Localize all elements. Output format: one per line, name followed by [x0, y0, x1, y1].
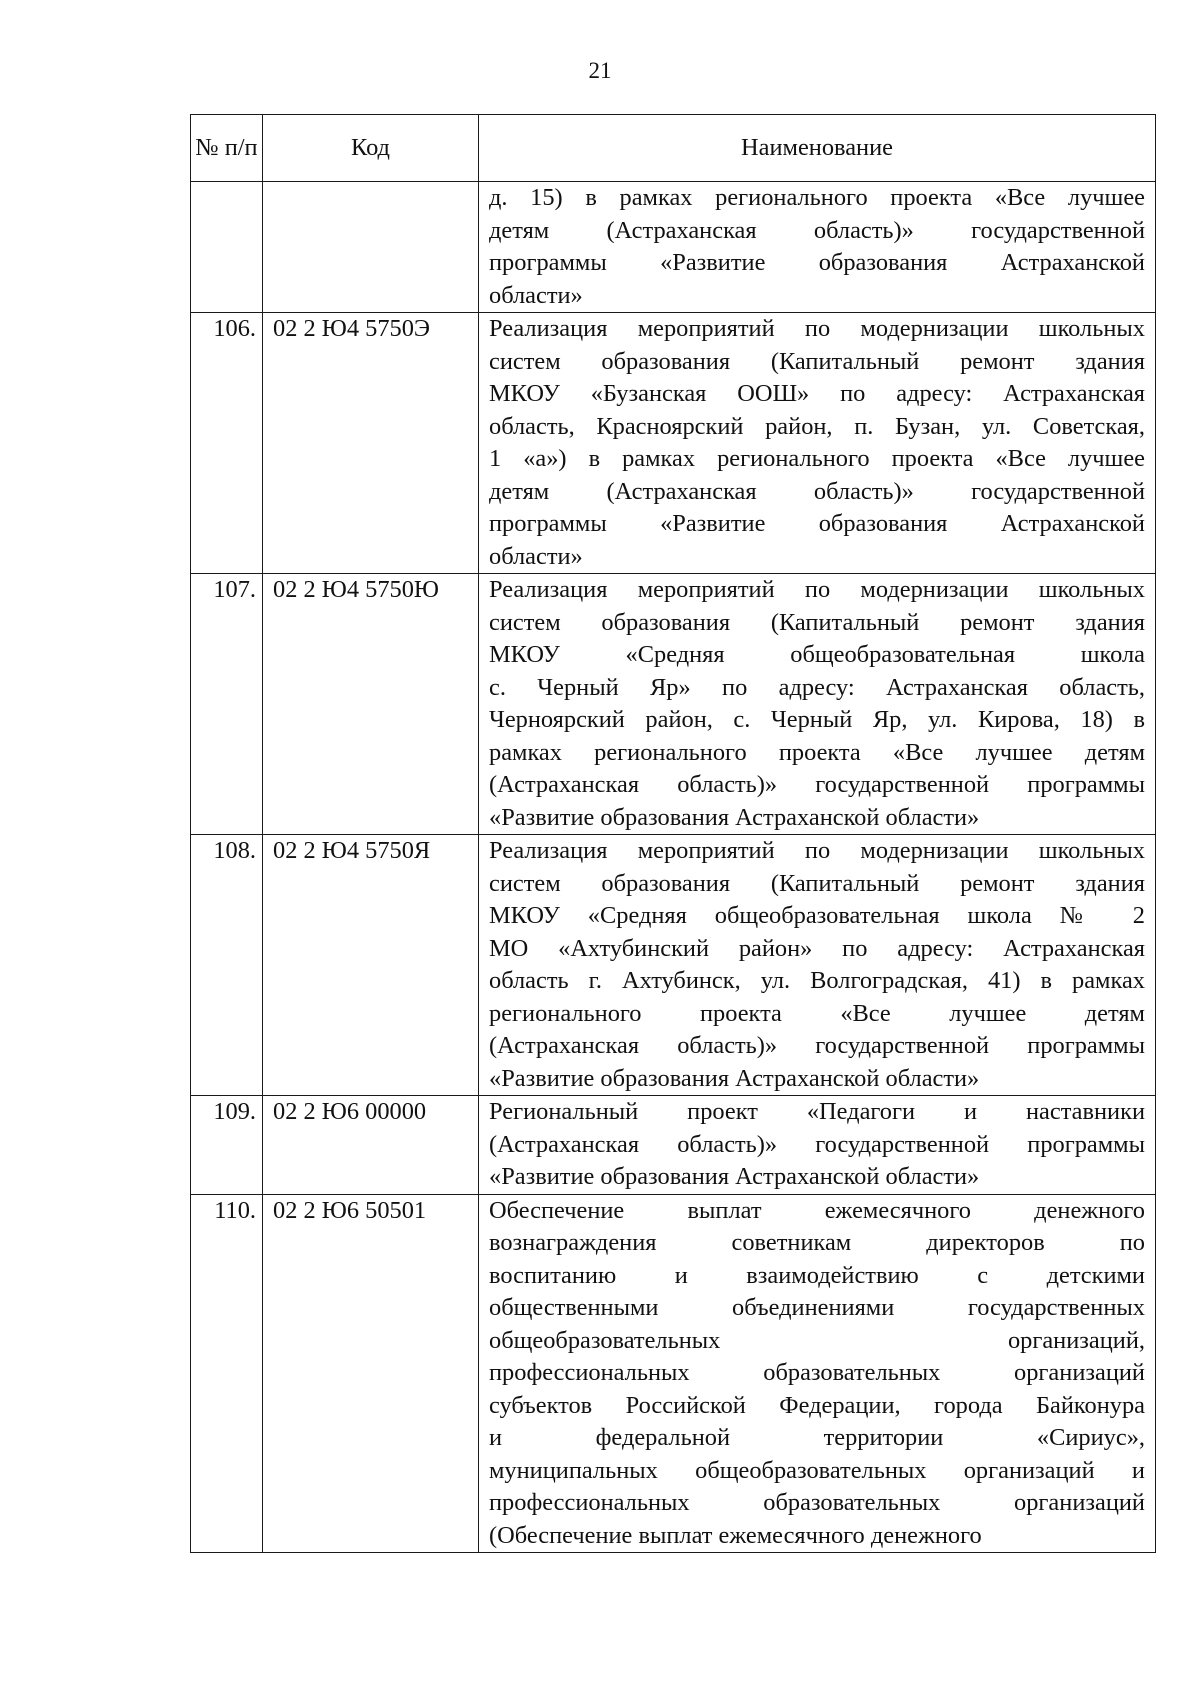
row-name-line: МКОУ «Средняя общеобразовательная школа	[489, 641, 1145, 668]
row-name-line: МО «Ахтубинский район» по адресу: Астраханская	[489, 934, 1145, 962]
row-name-line: (Обеспечение выплат ежемесячного денежного	[489, 1521, 982, 1549]
row-number	[191, 182, 263, 313]
row-name-line: область, Красноярский район, п. Бузан, ул. Советская,	[489, 412, 1145, 440]
row-name-line: систем образования (Капитальный ремонт здания	[489, 608, 1145, 636]
row-name-line: «Развитие образования Астраханской области»	[489, 1163, 980, 1190]
table-row	[191, 574, 1156, 835]
row-name-line: 1 «а») в рамках регионального проекта «Все лучшее	[489, 445, 1145, 472]
row-code: 02 2 Ю4 5750Э	[263, 313, 479, 574]
table-header	[191, 115, 1156, 182]
row-name-line: МКОУ «Средняя общеобразовательная школа № 2	[489, 902, 1145, 929]
row-name-line: профессиональных образовательных организаций	[489, 1359, 1145, 1386]
header-number: № п/п	[191, 115, 263, 182]
row-code: 02 2 Ю6 00000	[263, 1096, 479, 1195]
row-name-line: рамках регионального проекта «Все лучшее детям	[489, 738, 1145, 766]
table-header-row	[191, 115, 1156, 182]
row-name-line: систем образования (Капитальный ремонт здания	[489, 869, 1145, 897]
row-name-line: области»	[489, 542, 583, 570]
row-name-line: детям (Астраханская область)» государственной	[489, 216, 1145, 244]
row-name-line: профессиональных образовательных организаций	[489, 1489, 1145, 1516]
row-name-line: МКОУ «Бузанская ООШ» по адресу: Астраханская	[489, 380, 1145, 407]
row-name-line: (Астраханская область)» государственной программы	[489, 1032, 1145, 1059]
row-number: 109.	[191, 1096, 263, 1195]
row-name-line: муниципальных общеобразовательных организаций и	[489, 1456, 1145, 1484]
page-number: 21	[588, 58, 612, 83]
row-name-line: Реализация мероприятий по модернизации школьных	[489, 576, 1145, 603]
row-name	[479, 1194, 1156, 1553]
row-name-line: (Астраханская область)» государственной программы	[489, 771, 1145, 798]
row-name-line: регионального проекта «Все лучшее детям	[489, 999, 1145, 1027]
row-code: 02 2 Ю6 50501	[263, 1194, 479, 1553]
row-number: 108.	[191, 835, 263, 1096]
row-name-line: Черноярский район, с. Черный Яр, ул. Кирова, 18) в	[489, 706, 1145, 733]
budget-classification-table	[190, 114, 1156, 1553]
row-name-line: воспитанию и взаимодействию с детскими	[489, 1261, 1145, 1289]
row-name-line: и федеральной территории «Сириус»,	[489, 1424, 1145, 1451]
row-name-line: (Астраханская область)» государственной программы	[489, 1130, 1145, 1158]
row-name-line: «Развитие образования Астраханской области»	[489, 803, 980, 831]
table-row	[191, 1096, 1156, 1195]
row-name-line: д. 15) в рамках регионального проекта «Все лучшее	[489, 184, 1145, 211]
table-row	[191, 1194, 1156, 1553]
row-name-line: общественными объединениями государственных	[489, 1294, 1145, 1321]
row-name	[479, 182, 1156, 313]
row-name-line: вознаграждения советникам директоров по	[489, 1229, 1145, 1256]
row-name	[479, 574, 1156, 835]
row-code	[263, 182, 479, 313]
row-name	[479, 1096, 1156, 1195]
header-code: Код	[263, 115, 479, 182]
header-name: Наименование	[479, 115, 1156, 182]
table-body	[191, 182, 1156, 1553]
row-name-line: области»	[489, 281, 583, 309]
row-name-line: Региональный проект «Педагоги и наставники	[489, 1098, 1145, 1125]
row-name-line: «Развитие образования Астраханской области»	[489, 1064, 980, 1092]
table-row	[191, 313, 1156, 574]
row-code: 02 2 Ю4 5750Я	[263, 835, 479, 1096]
table-row	[191, 182, 1156, 313]
row-name-line: с. Черный Яр» по адресу: Астраханская область,	[489, 673, 1145, 701]
row-code: 02 2 Ю4 5750Ю	[263, 574, 479, 835]
table-row	[191, 835, 1156, 1096]
row-name	[479, 835, 1156, 1096]
row-number: 107.	[191, 574, 263, 835]
row-name-line: общеобразовательных организаций,	[489, 1326, 1145, 1354]
row-name-line: Реализация мероприятий по модернизации школьных	[489, 837, 1145, 864]
row-name-line: Реализация мероприятий по модернизации школьных	[489, 315, 1145, 342]
row-name-line: область г. Ахтубинск, ул. Волгоградская, 41) в рамках	[489, 967, 1145, 994]
row-name-line: программы «Развитие образования Астраханской	[489, 249, 1145, 276]
row-name-line: программы «Развитие образования Астраханской	[489, 510, 1145, 537]
row-name-line: субъектов Российской Федерации, города Байконура	[489, 1391, 1145, 1419]
row-name-line: систем образования (Капитальный ремонт здания	[489, 347, 1145, 375]
row-number: 110.	[191, 1194, 263, 1553]
row-name-line: Обеспечение выплат ежемесячного денежного	[489, 1196, 1145, 1224]
row-number: 106.	[191, 313, 263, 574]
row-name	[479, 313, 1156, 574]
row-name-line: детям (Астраханская область)» государственной	[489, 477, 1145, 505]
